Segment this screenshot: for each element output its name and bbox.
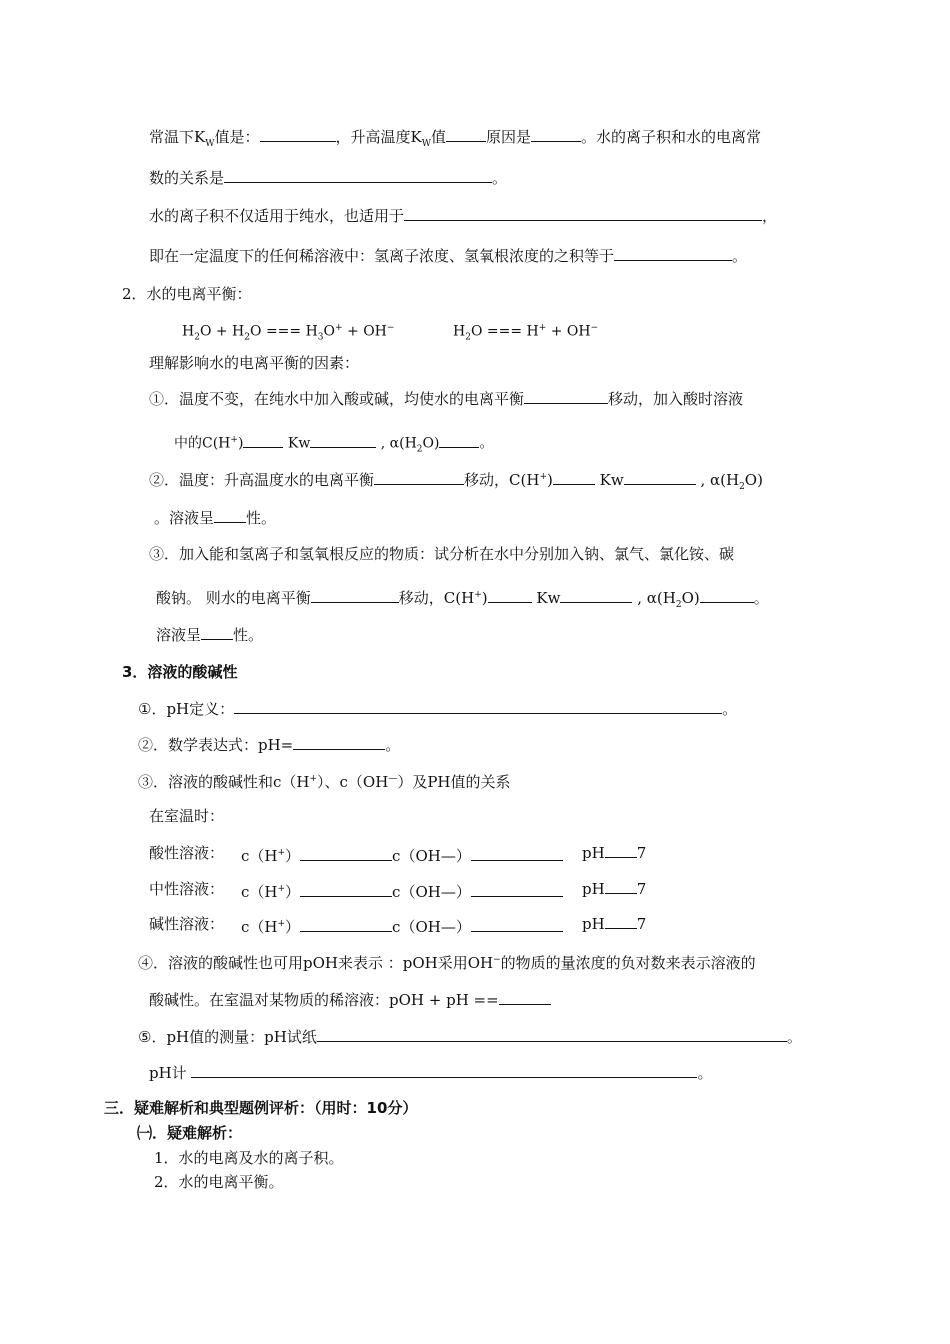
text: 。 (385, 736, 401, 754)
text: , α(H (637, 589, 676, 607)
ph-paper-line (138, 1027, 802, 1047)
text: pH (582, 880, 605, 898)
blank-ph-definition[interactable] (234, 699, 722, 714)
ph-definition (138, 699, 737, 719)
apply-line (149, 206, 777, 226)
factor-3-result (156, 625, 263, 645)
blank-shift-2[interactable] (374, 470, 464, 485)
text: 原因是 (486, 128, 532, 146)
text: ） (285, 847, 301, 865)
blank-compare[interactable] (300, 917, 392, 932)
blank-product[interactable] (614, 246, 732, 261)
text: 溶液呈 (156, 626, 202, 644)
text: 移动，C(H (398, 589, 475, 607)
blank-nature-2[interactable] (214, 508, 246, 523)
text: 7 (636, 880, 647, 898)
text: 性。 (233, 626, 264, 644)
text: 数的关系是 (149, 169, 225, 187)
blank-apply[interactable] (404, 206, 762, 221)
text: ②．数学表达式：pH= (138, 736, 294, 754)
text: 的物质的量浓度的负对数来表示溶液的 (500, 954, 756, 972)
text: c（OH—） (392, 847, 471, 865)
blank-ch-2[interactable] (553, 470, 595, 485)
ch-cell (241, 914, 563, 937)
ph-cell (582, 879, 646, 899)
text: ⑤．pH值的测量：pH试纸 (138, 1028, 317, 1046)
text: O === H (470, 323, 539, 340)
ph-cell (582, 843, 646, 863)
kw-line (149, 127, 761, 154)
text: O) (681, 589, 700, 607)
list-item-2 (154, 1172, 284, 1192)
ch-cell (241, 879, 563, 902)
subscript: 2 (739, 482, 745, 492)
text: ，升高温度K (335, 128, 422, 146)
text: 即在一定温度下的任何稀溶液中：氢离子浓度、氢氧根浓度的之积等于 (149, 247, 615, 265)
text: Kw (536, 589, 561, 607)
text: 三．疑难解析和典型题例评析：（用时：10分） (104, 1099, 418, 1117)
list-item-1 (154, 1148, 344, 1168)
blank-compare-2[interactable] (471, 846, 563, 861)
subscript: 2 (675, 600, 682, 610)
subsection-heading (137, 1123, 242, 1143)
poh-sum-line (149, 990, 551, 1010)
solution-row-basic (149, 914, 647, 936)
text: 7 (636, 915, 647, 933)
text: 常温下K (149, 128, 206, 146)
subscript: 2 (416, 444, 423, 455)
blank-alpha-1[interactable] (439, 433, 479, 448)
text: 酸碱性。在室温对某物质的稀溶液：pOH + pH == (149, 991, 499, 1009)
row-label: 碱性溶液： (149, 915, 225, 933)
blank-compare[interactable] (300, 882, 392, 897)
room-temp-label (149, 806, 224, 826)
text: 移动，C(H (464, 471, 540, 489)
blank-ph-paper[interactable] (317, 1027, 787, 1042)
blank-kw-change[interactable] (446, 127, 486, 142)
blank-shift-1[interactable] (524, 389, 608, 404)
text: pH (582, 844, 605, 862)
text: c（OH—） (392, 918, 471, 936)
superscript: + (277, 884, 286, 894)
solution-row-neutral (149, 879, 647, 901)
text: 水的离子积不仅适用于纯水，也适用于 (149, 207, 405, 225)
text: 3．溶液的酸碱性 (122, 663, 238, 681)
product-line (149, 246, 747, 266)
factor-2-result (154, 508, 276, 528)
blank-compare[interactable] (300, 846, 392, 861)
superscript: + (309, 774, 318, 784)
text: ） (285, 883, 301, 901)
text: 理解影响水的电离平衡的因素： (149, 354, 360, 372)
superscript: − (590, 323, 599, 333)
section-2-title (122, 284, 252, 304)
superscript: — (388, 774, 398, 784)
text: 2．水的电离平衡。 (154, 1173, 284, 1191)
superscript: + (538, 323, 547, 333)
text: 。 (492, 169, 508, 187)
blank-ch-3[interactable] (488, 588, 532, 603)
text: ， (762, 207, 778, 225)
factor-3-values (156, 585, 769, 615)
factor-1-line (149, 389, 743, 409)
text: 。 (753, 589, 769, 607)
text: 。 (732, 247, 748, 265)
blank-ph[interactable] (605, 879, 637, 894)
text: 。 (697, 1064, 713, 1082)
text: 在室温时： (149, 807, 225, 825)
text: ) (237, 435, 244, 452)
solution-row-acidic (149, 843, 647, 865)
blank-reason[interactable] (531, 127, 581, 142)
text: ）及PH值的关系 (397, 773, 511, 791)
blank-ph-expression[interactable] (293, 735, 385, 750)
ph-cell (582, 914, 646, 934)
text: 性。 (246, 509, 277, 527)
row-label: 中性溶液： (149, 880, 225, 898)
text: O) (744, 471, 763, 489)
text: 。 (722, 700, 738, 718)
superscript: − (386, 323, 395, 333)
blank-shift-3[interactable] (311, 588, 399, 603)
superscript: + (277, 919, 286, 929)
blank-compare-2[interactable] (471, 882, 563, 897)
blank-compare-2[interactable] (471, 917, 563, 932)
blank-kw-3[interactable] (560, 588, 632, 603)
superscript: + (474, 590, 482, 600)
text: 7 (636, 844, 647, 862)
blank-relation[interactable] (224, 168, 492, 183)
text: 1．水的电离及水的离子积。 (154, 1149, 344, 1167)
text: pH计 (149, 1064, 192, 1082)
text: 2．水的电离平衡： (122, 285, 252, 303)
superscript: + (539, 472, 547, 482)
text: ) (546, 471, 553, 489)
subscript: 2 (244, 332, 251, 343)
text: 酸钠。 则水的电离平衡 (156, 589, 311, 607)
text: O (323, 323, 336, 340)
equation-2 (453, 318, 598, 347)
text: , α(H (700, 471, 740, 489)
section-3-title (122, 662, 237, 682)
text: ③．加入能和氢离子和氢氧根反应的物质：试分析在水中分别加入钠、氯气、氯化铵、碳 (149, 545, 735, 563)
poh-line (138, 950, 756, 973)
row-label: 酸性溶液： (149, 844, 225, 862)
text: 。 (479, 435, 494, 452)
text: c（OH—） (392, 883, 471, 901)
text: ①．pH定义： (138, 700, 235, 718)
text: ①．温度不变，在纯水中加入酸或碱，均使水的电离平衡 (149, 390, 525, 408)
text: 中的C(H (174, 435, 231, 452)
text: + OH (546, 323, 591, 340)
text: Kw (599, 471, 624, 489)
text: ②．温度：升高温度水的电离平衡 (149, 471, 375, 489)
text: c（H (241, 883, 278, 901)
blank-alpha-3[interactable] (700, 588, 754, 603)
subscript: 3 (317, 332, 324, 343)
text: H (453, 323, 466, 340)
text: 值是： (214, 128, 260, 146)
text: ) (481, 589, 488, 607)
text: ）、c（OH (317, 773, 389, 791)
text: 。溶液呈 (154, 509, 215, 527)
text: c（H (241, 918, 278, 936)
text: + OH (342, 323, 387, 340)
text: O + H (199, 323, 245, 340)
acidity-relation (138, 769, 511, 792)
text: ③．溶液的酸碱性和c（H (138, 773, 310, 791)
text: 。 (786, 1028, 802, 1046)
text: H (182, 323, 195, 340)
superscript: + (277, 848, 286, 858)
blank-kw-2[interactable] (624, 470, 696, 485)
factor-2-line (149, 467, 763, 497)
blank-ph-meter[interactable] (191, 1063, 697, 1078)
text: pH (582, 915, 605, 933)
text: ④．溶液的酸碱性也可用pOH来表示 ：pOH采用OH (138, 954, 494, 972)
relation-line (149, 168, 507, 188)
text: 。水的离子积和水的电离常 (581, 128, 762, 146)
factor-1-values (174, 430, 493, 459)
ch-cell (241, 843, 563, 866)
blank-ph[interactable] (605, 914, 637, 929)
blank-kw-value[interactable] (260, 127, 336, 142)
subscript: 2 (194, 332, 200, 343)
subscript: W (421, 139, 431, 149)
text: 值 (430, 128, 446, 146)
text: O) (422, 435, 440, 452)
text: , α(H (380, 435, 417, 452)
blank-nature-3[interactable] (201, 625, 233, 640)
factors-line (149, 353, 359, 373)
blank-poh-sum[interactable] (499, 990, 551, 1005)
equation-1 (182, 318, 394, 347)
superscript: + (230, 435, 238, 445)
factor-3-line (149, 544, 734, 564)
superscript: + (335, 323, 343, 333)
superscript: − (493, 955, 501, 965)
blank-ch-1[interactable] (243, 433, 283, 448)
ph-meter-line (149, 1063, 712, 1083)
blank-kw-1[interactable] (310, 433, 376, 448)
ph-expression (138, 735, 400, 755)
text: Kw (287, 435, 311, 452)
subscript: W (205, 139, 215, 149)
subscript: 2 (465, 332, 471, 343)
text: c（H (241, 847, 278, 865)
text: ） (285, 918, 301, 936)
text: O === H (250, 323, 318, 340)
text: ㈠．疑难解析： (137, 1124, 243, 1142)
text: 移动，加入酸时溶液 (608, 390, 744, 408)
blank-ph[interactable] (605, 843, 637, 858)
section-3-heading (104, 1098, 417, 1118)
